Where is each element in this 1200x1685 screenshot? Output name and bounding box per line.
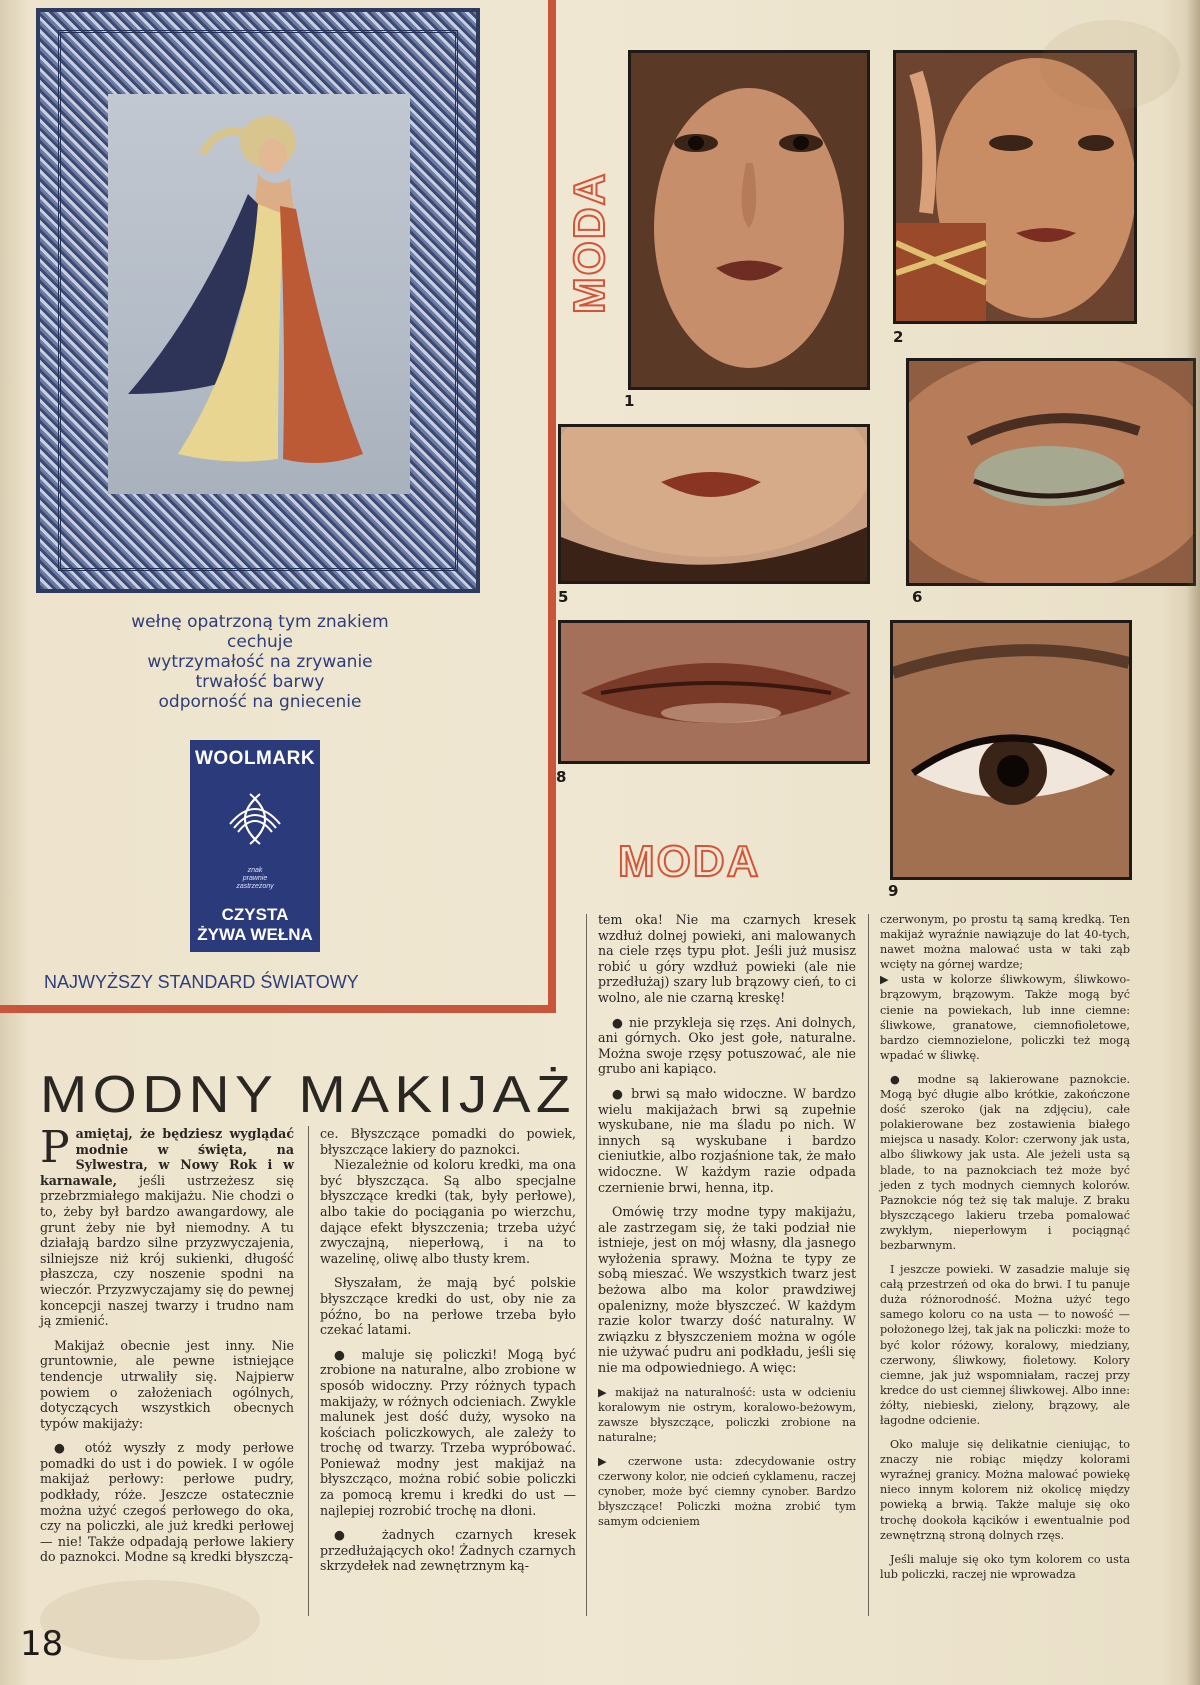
article-headline (40, 1060, 600, 1124)
intro-paragraph (40, 1122, 294, 1329)
intro-rest: jeśli ustrzeżesz się przebrzmiałego makijażu. Nie chodzi o to, żeby był bardzo awangardowy, ale grunt żeby nie był niemodny. A tu działają bardzo silne przyzwyczajenia, silniejsze niż krój sukienki, długość płaszcza, czy noszenie spodni na wieczór. Przyzwyczajamy się do pewnej koncepcji naszej twarzy i trudno nam ją zmienić. (40, 1172, 294, 1329)
paragraph: czerwonym, po prostu tą samą kredką. Ten makijaż wyraźnie nawiązuje do lat 40-tych, nawet można malować usta w taki ząb wcięty na górnej wardze; (880, 913, 1130, 972)
drop-cap: P (40, 1122, 70, 1173)
moda-vertical-label (566, 114, 614, 314)
ad-model-photo (108, 94, 410, 494)
paragraph: Makijaż obecnie jest inny. Nie gruntownie, ale pewne istniejące tendencje utrwaliły się. Najpierw powiem o założeniach ogólnych, dotyczących wszystkich obecnych typów makijaży: (40, 1337, 294, 1431)
photo-eye-closeup-9 (890, 620, 1132, 880)
woolmark-title: WOOLMARK (194, 748, 316, 769)
makeup-types-list (598, 1385, 856, 1530)
photo-number: 5 (558, 588, 569, 606)
photo-eye-6 (906, 358, 1196, 586)
page-number: 18 (20, 1624, 64, 1664)
paper-stain (40, 1580, 260, 1660)
moda-horizontal-text: MODA (618, 837, 761, 884)
article-column-3 (598, 912, 856, 1529)
article-column-2 (320, 1126, 576, 1574)
paragraph: ce. Błyszczące pomadki do powiek, błyszczące lakiery do paznokci. (320, 1126, 576, 1157)
photo-number: 9 (888, 882, 899, 900)
ad-text-line: trwałość barwy (195, 672, 325, 692)
paragraph: Oko maluje się delikatnie cieniując, to znaczy nie robiąc między kolorami wyraźnej granicy. Można malować powiekę nieco innym kolorem niż okolicę między powieką a brwią. Także maluje się oko trochę dookoła kącików i ewentualnie pod zewnętrzną stroną dolnych rzęs. (880, 1438, 1130, 1542)
article-column-4 (880, 912, 1130, 1582)
paragraph: ● modne są lakierowane paznokcie. Mogą być długie albo krótkie, zakończone dość szeroko (jak na zdjęciu), całe polakierowane bez zostawienia białego miejsca u nasady. Kolor: czerwony jak usta, albo śliwkowy jak usta. Ale jeżeli usta są blade, to na paznokciach też może być jeden z tych modnych ciemnych kolorów. Paznokcie nóg też się tak maluje. Z braku błyszczącego lakieru trzeba pomalować zwykłym, nieperłowym i pociągnąć bezbarwnym. (880, 1072, 1130, 1252)
woolmark-trademark-text (190, 867, 320, 891)
woolmark-small-line: prawnie (242, 875, 268, 882)
woolmark-bottom-text (190, 905, 320, 945)
page-edge-shadow (1186, 0, 1200, 1685)
woolmark-bottom-line: CZYSTA (221, 905, 289, 924)
list-item: ▶ czerwone usta: zdecydowanie ostry czerwony kolor, nie odcień cyklamenu, raczej cynober, może być ciemny cynober. Bardzo błyszczące! Policzki można zrobić tym samym odcieniem (598, 1455, 856, 1529)
list-item: ▶ makijaż na naturalność: usta w odcieniu koralowym nie ostrym, koralowo-beżowym, zawsze błyszczące, policzki zrobione na naturalne; (598, 1385, 856, 1444)
photo-lips-8 (558, 620, 870, 764)
paragraph: I jeszcze powieki. W zasadzie maluje się całą przestrzeń od oka do brwi. I tu panuje duża różnorodność. Można użyć tego samego koloru co na usta — to nowość — położonego lżej, tak jak na policzki: może to być kolor różowy, koralowy, miedziany, czerwony, śliwkowy, fioletowy. Kolory ciemne, jak już wspomniałam, raczej przy kredce do ust ciemnej śliwkowej. Albo inne: żółty, niebieski, zielony, brązowy, ale łagodne odcienie. (880, 1263, 1130, 1427)
photo-lips-chin-5 (558, 424, 870, 584)
paragraph: Niezależnie od koloru kredki, ma ona być błyszcząca. Są albo specjalne błyszczące kredki (tak, były perłowe), albo takie do pociągania po wierzchu, dające efekt błyszczenia; trzeba użyć zwyczajną, nieperłową, i na to wazelinę, oliwę albo tłusty krem. (320, 1157, 576, 1266)
paragraph: ● maluje się policzki! Mogą być zrobione na naturalne, albo zrobione w sposób widoczny. Przy różnych typach makijaży, w różnych odcieniach. Zwykle malunek jest dość duży, wysoko na kościach policzkowych, ale zależy to trochę od twarzy. Trzeba wypróbować. Ponieważ modny jest makijaż na błyszcząco, można robić sobie policzki za pomocą kremu i kredki do ust — najlepiej rozrobić trochę na dłoni. (320, 1346, 576, 1518)
headline-text: MODNY MAKIJAŻ (40, 1066, 576, 1124)
photo-number: 8 (556, 768, 567, 786)
paragraph: Jeśli maluje się oko tym kolorem co usta lub policzki, raczej nie wprowadza (880, 1552, 1130, 1581)
paper-stain (1040, 20, 1180, 110)
paragraph: Słyszałam, że mają być polskie błyszczące kredki do ust, oby nie za późno, bo na perłowe trzeba było czekać latami. (320, 1275, 576, 1338)
photo-face-1 (628, 50, 870, 390)
woolmark-bottom-line: ŻYWA WEŁNA (197, 925, 313, 944)
intro-lead: amiętaj, że będziesz wyglądać modnie w święta, na Sylwestra, w Nowy Rok i w karnawale, (40, 1126, 294, 1188)
ad-text-line: cechuje (227, 632, 293, 652)
list-item: ▶ usta w kolorze śliwkowym, śliwkowo-brązowym, brązowym. Także mogą być cienie na powiekach, lub inne ciemne: śliwkowe, granatowe, ciemnofioletowe, bardzo ciemnozielone, policzki też mogą wpadać w śliwkę. (880, 973, 1130, 1062)
woolmark-logo-icon (190, 784, 320, 859)
woolmark-small-line: znak (247, 867, 263, 874)
photo-number: 6 (912, 588, 923, 606)
paragraph: ● otóż wyszły z mody perłowe pomadki do ust i do powiek. I w ogóle makijaż perłowy: perłowe pudry, podkłady, róże. Jeszcze ostatecznie można użyć czegoś perłowego do oka, czy na policzki, ale już kredki perłowej — nie! Także odpadają perłowe lakiery do paznokci. Modne są kredki błyszczą- (40, 1440, 294, 1565)
paragraph: tem oka! Nie ma czarnych kresek wzdłuż dolnej powieki, ani malowanych na ciele rzęs typu płot. Jeśli już musisz robić u góry wzdłuż powieki (ale nie przedłużaj) szary lub brązowy cień, to ci wolno, ale nie czarną kreskę! (598, 912, 856, 1005)
column-divider (308, 1126, 309, 1616)
woolmark-label (190, 740, 320, 952)
woolmark-small-line: zastrzeżony (236, 883, 274, 890)
ad-description (60, 612, 460, 712)
column-divider (868, 914, 869, 1616)
moda-horizontal-label (614, 834, 824, 884)
paragraph: ● żadnych czarnych kresek przedłużających oko! Żadnych czarnych skrzydełek nad zewnętrznym ką- (320, 1527, 576, 1574)
ad-slogan: NAJWYŻSZY STANDARD ŚWIATOWY (44, 972, 359, 992)
ad-text-line: wełnę opatrzoną tym znakiem (131, 612, 389, 632)
photo-number: 2 (893, 328, 904, 346)
ad-text-line: wytrzymałość na zrywanie (147, 652, 373, 672)
article-column-1 (40, 1122, 294, 1565)
moda-vertical-text: MODA (566, 171, 614, 314)
ad-text-line: odporność na gniecenie (158, 692, 362, 712)
paragraph: ● brwi są mało widoczne. W bardzo wielu makijażach brwi są zupełnie wyskubane, nie ma śladu po nich. W innych są wyskubane i bardzo cieniutkie, albo rozjaśnione tak, że mało widoczne. W każdym razie odpada czernienie brwi, henna, itp. (598, 1085, 856, 1195)
paragraph: Omówię trzy modne typy makijażu, ale zastrzegam się, że taki podział nie istnieje, jest on mój własny, dla jasnego wyłożenia sprawy. Można te typy ze sobą mieszać. We wszystkich twarz jest beżowa albo ma kolor prawdziwej opalenizny, może błyszczeć. W każdym razie kolor twarzy dość naturalny. W związku z błyszczeniem można w ogóle nie używać pudru ani podkładu, jeśli się nie ma odpowiedniego. A więc: (598, 1204, 856, 1376)
column-divider (586, 914, 587, 1616)
photo-number: 1 (624, 392, 635, 410)
paragraph: ● nie przykleja się rzęs. Ani dolnych, ani górnych. Oko jest gołe, naturalne. Można swoje rzęsy potuszować, ale nie grubo ani kapiąco. (598, 1014, 856, 1077)
